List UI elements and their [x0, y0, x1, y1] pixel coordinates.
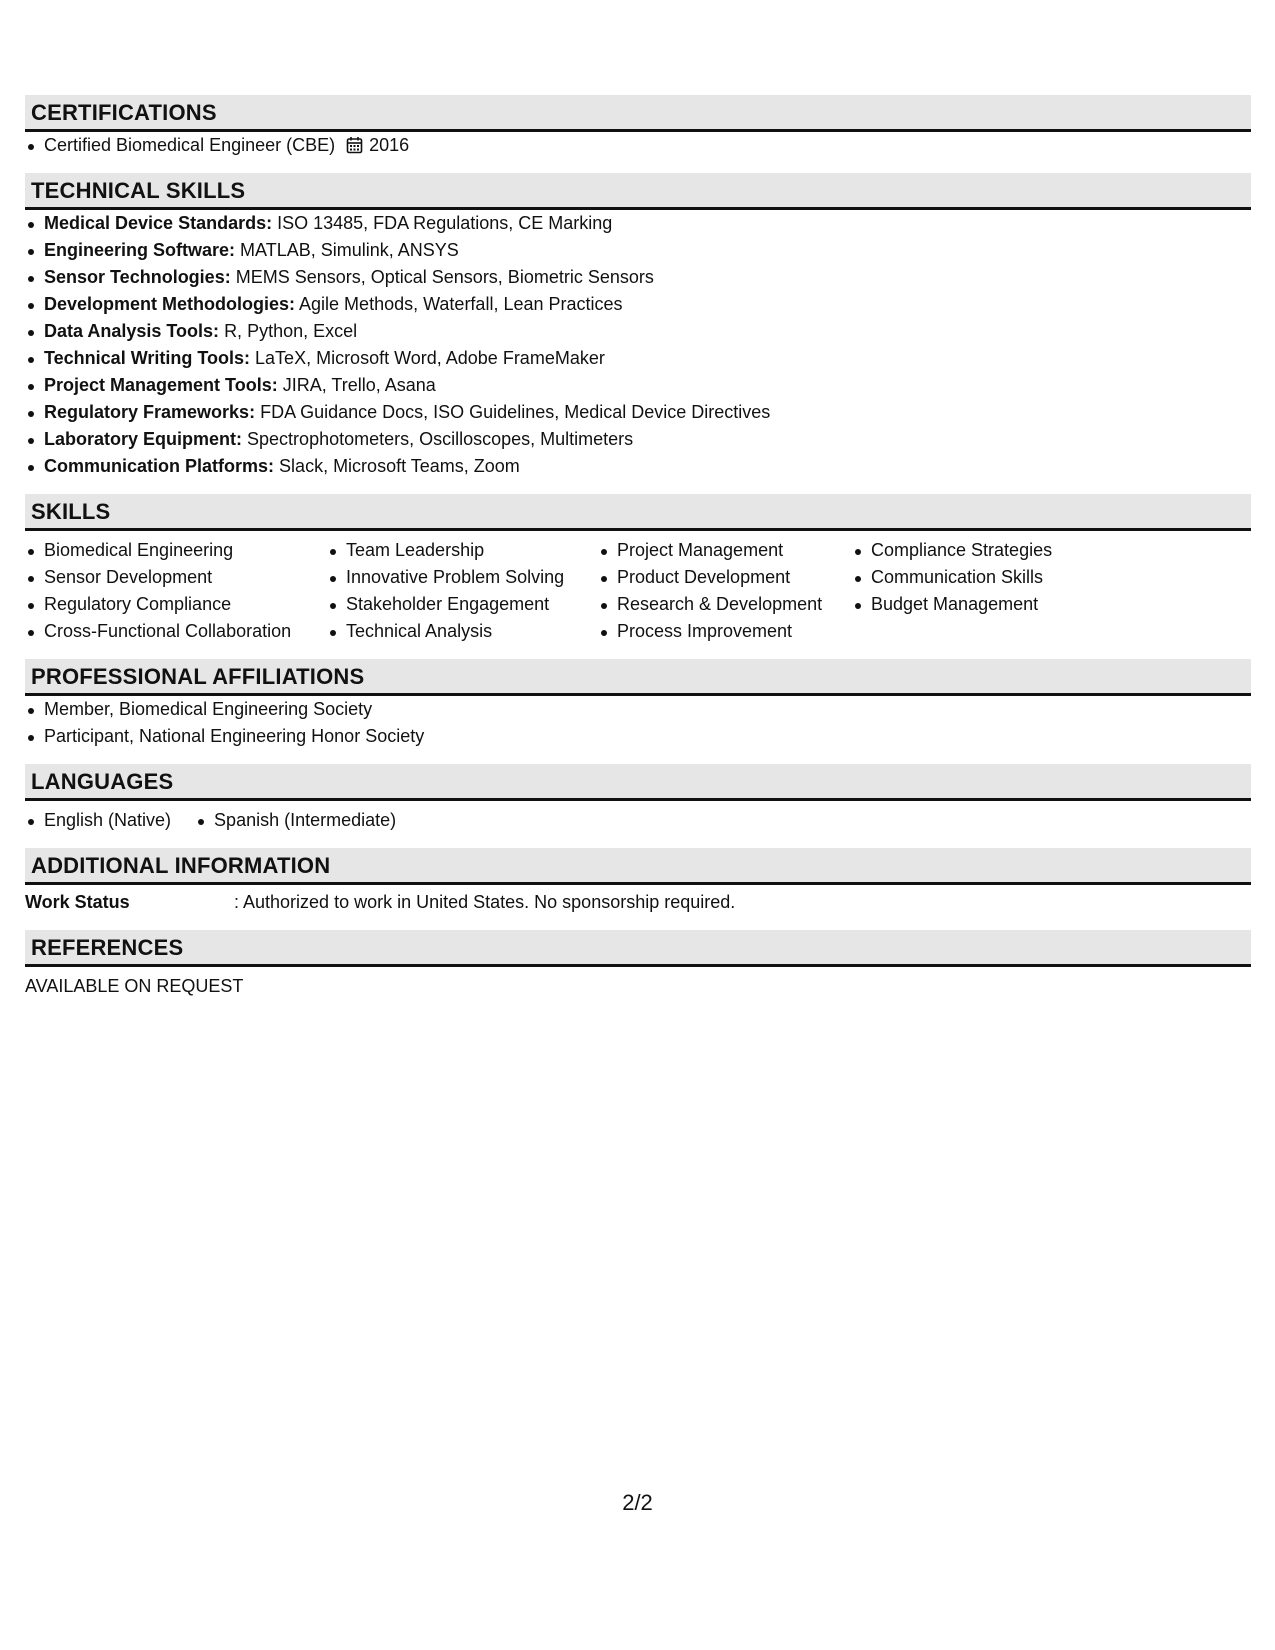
languages-section: [25, 764, 1251, 834]
language-item: English (Native): [25, 807, 171, 834]
certification-item: [25, 132, 1251, 159]
section-header: [25, 494, 1251, 531]
certifications-section: [25, 95, 1251, 159]
section-header: [25, 930, 1251, 967]
technical-skill-item: [25, 237, 1251, 264]
page-number: 2/2: [622, 1490, 653, 1515]
affiliation-item: Participant, National Engineering Honor Society: [25, 723, 1251, 750]
skill-category: Medical Device Standards:: [44, 213, 273, 233]
skills-column: [852, 537, 1112, 645]
section-header: [25, 848, 1251, 885]
work-status-row: [25, 885, 1251, 916]
resume-page: [25, 95, 1251, 1014]
skill-values: Spectrophotometers, Oscilloscopes, Multimeters: [247, 429, 634, 449]
skill-values: ISO 13485, FDA Regulations, CE Marking: [277, 213, 613, 233]
skill-item: Innovative Problem Solving: [327, 564, 598, 591]
technical-skill-item: [25, 399, 1251, 426]
affiliations-list: [25, 696, 1251, 750]
technical-skill-item: [25, 318, 1251, 345]
skill-category: Communication Platforms:: [44, 456, 275, 476]
skill-item: Project Management: [598, 537, 852, 564]
calendar-icon: [346, 136, 363, 154]
technical-skill-item: [25, 372, 1251, 399]
technical-skill-item: [25, 453, 1251, 480]
skill-item: Process Improvement: [598, 618, 852, 645]
skill-item: Technical Analysis: [327, 618, 598, 645]
skills-column: [327, 537, 598, 645]
skill-item: Research & Development: [598, 591, 852, 618]
skill-item: Product Development: [598, 564, 852, 591]
additional-info-section: [25, 848, 1251, 916]
section-title: REFERENCES: [31, 935, 184, 960]
skill-category: Regulatory Frameworks:: [44, 402, 256, 422]
languages-row: [25, 801, 1251, 834]
skills-column: [598, 537, 852, 645]
technical-skill-item: [25, 345, 1251, 372]
skill-item: Biomedical Engineering: [25, 537, 327, 564]
technical-skills-section: [25, 173, 1251, 480]
skill-values: MATLAB, Simulink, ANSYS: [240, 240, 459, 260]
certification-name: Certified Biomedical Engineer (CBE): [44, 135, 336, 155]
affiliations-section: [25, 659, 1251, 750]
technical-skill-item: [25, 210, 1251, 237]
skill-values: JIRA, Trello, Asana: [282, 375, 436, 395]
skill-category: Sensor Technologies:: [44, 267, 231, 287]
language-item: Spanish (Intermediate): [195, 807, 396, 834]
section-header: [25, 659, 1251, 696]
skill-category: Technical Writing Tools:: [44, 348, 251, 368]
skill-values: LaTeX, Microsoft Word, Adobe FrameMaker: [255, 348, 605, 368]
section-header: [25, 173, 1251, 210]
skill-item: Team Leadership: [327, 537, 598, 564]
technical-skill-item: [25, 291, 1251, 318]
references-text: AVAILABLE ON REQUEST: [25, 976, 244, 996]
section-title: CERTIFICATIONS: [31, 100, 217, 125]
skill-values: FDA Guidance Docs, ISO Guidelines, Medical Device Directives: [260, 402, 771, 422]
languages-list: [25, 807, 420, 834]
technical-skills-list: [25, 210, 1251, 480]
skill-category: Project Management Tools:: [44, 375, 278, 395]
section-title: LANGUAGES: [31, 769, 174, 794]
skill-values: Slack, Microsoft Teams, Zoom: [279, 456, 520, 476]
skill-item: Sensor Development: [25, 564, 327, 591]
skill-category: Data Analysis Tools:: [44, 321, 220, 341]
skills-column: [25, 537, 327, 645]
skill-item: Communication Skills: [852, 564, 1112, 591]
affiliation-item: Member, Biomedical Engineering Society: [25, 696, 1251, 723]
skill-category: Development Methodologies:: [44, 294, 296, 314]
work-status-label: Work Status: [25, 892, 130, 912]
section-title: TECHNICAL SKILLS: [31, 178, 246, 203]
references-section: [25, 930, 1251, 1000]
skill-item: Stakeholder Engagement: [327, 591, 598, 618]
skill-item: Cross-Functional Collaboration: [25, 618, 327, 645]
certifications-list: [25, 132, 1251, 159]
technical-skill-item: [25, 264, 1251, 291]
skills-grid: [25, 531, 1251, 645]
section-title: PROFESSIONAL AFFILIATIONS: [31, 664, 365, 689]
skills-section: [25, 494, 1251, 645]
skill-item: Budget Management: [852, 591, 1112, 618]
section-header: [25, 95, 1251, 132]
section-title: SKILLS: [31, 499, 111, 524]
section-title: ADDITIONAL INFORMATION: [31, 853, 331, 878]
skill-item: Regulatory Compliance: [25, 591, 327, 618]
certification-year: 2016: [369, 135, 410, 155]
skill-values: Agile Methods, Waterfall, Lean Practices: [299, 294, 623, 314]
skill-category: Laboratory Equipment:: [44, 429, 243, 449]
skill-item: Compliance Strategies: [852, 537, 1112, 564]
technical-skill-item: [25, 426, 1251, 453]
skill-category: Engineering Software:: [44, 240, 236, 260]
skill-values: MEMS Sensors, Optical Sensors, Biometric Sensors: [235, 267, 654, 287]
skill-values: R, Python, Excel: [224, 321, 358, 341]
work-status-value: : Authorized to work in United States. No sponsorship required.: [234, 892, 736, 912]
section-header: [25, 764, 1251, 801]
